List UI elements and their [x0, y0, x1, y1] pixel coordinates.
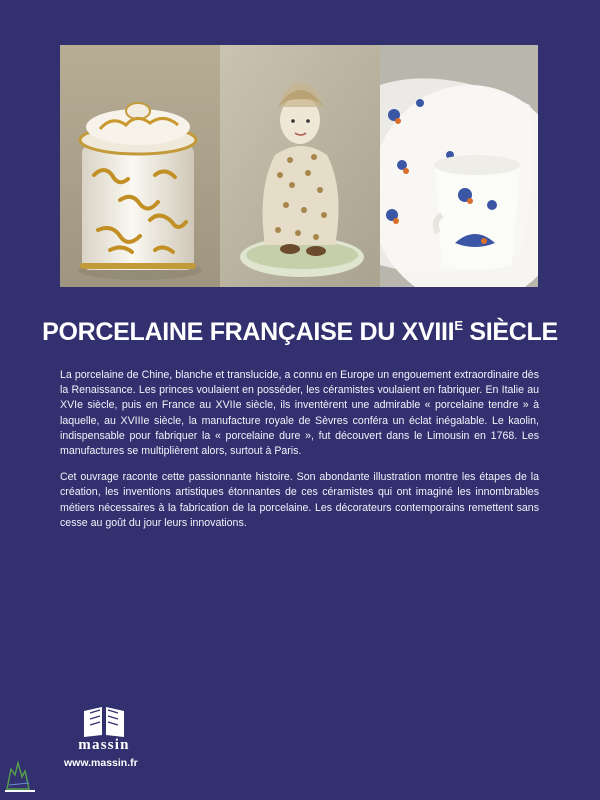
publisher-name: massin — [78, 737, 130, 753]
publisher-website[interactable]: www.massin.fr — [64, 757, 138, 769]
cup-saucer-image — [380, 45, 538, 287]
back-cover-text — [60, 368, 539, 542]
photo-seated-figurine — [220, 45, 380, 287]
publisher-logo — [55, 703, 153, 754]
title-superscript: E — [454, 318, 463, 333]
figurine-image — [220, 45, 380, 287]
stamp-icon — [3, 757, 39, 795]
book-title — [0, 318, 600, 347]
photo-gold-lidded-pot — [60, 45, 220, 287]
photo-cup-and-saucer — [380, 45, 538, 287]
cover-photo-strip — [60, 45, 538, 287]
paragraph-history: La porcelaine de Chine, blanche et translucide, a connu en Europe un engouement extraordinaire dès la Renaissance. Les princes voulaient en posséder, les céramistes voulaient en fabriquer. En Italie au XVIe siècle, puis en France au XVIIe siècle, ils inventèrent une admirable « porcelaine tendre » à laquelle, au XVIIIe siècle, la manufacture royale de Sèvres conféra un éclat inégalable. Le kaolin, indispensable pour fabriquer la « porcelaine dure », fut découvert dans le Limousin en 1768. Les manufactures se multiplièrent alors, surtout à Paris. — [60, 369, 539, 458]
paragraph-book-description: Cet ouvrage raconte cette passionnante histoire. Son abondante illustration montre les étapes de la création, les inventions artistiques étonnantes de ces céramistes qui ont imaginé les innombrables métiers nécessaires à la fabrication de la porcelaine. Les décorateurs contemporains remettent sans cesse au goût du jour leurs innovations. — [60, 471, 539, 529]
gold-pot-image — [60, 45, 220, 287]
title-rest: SIÈCLE — [462, 318, 558, 346]
book-logo-icon — [81, 703, 127, 739]
title-main: PORCELAINE FRANÇAISE DU XVIII — [42, 318, 455, 346]
